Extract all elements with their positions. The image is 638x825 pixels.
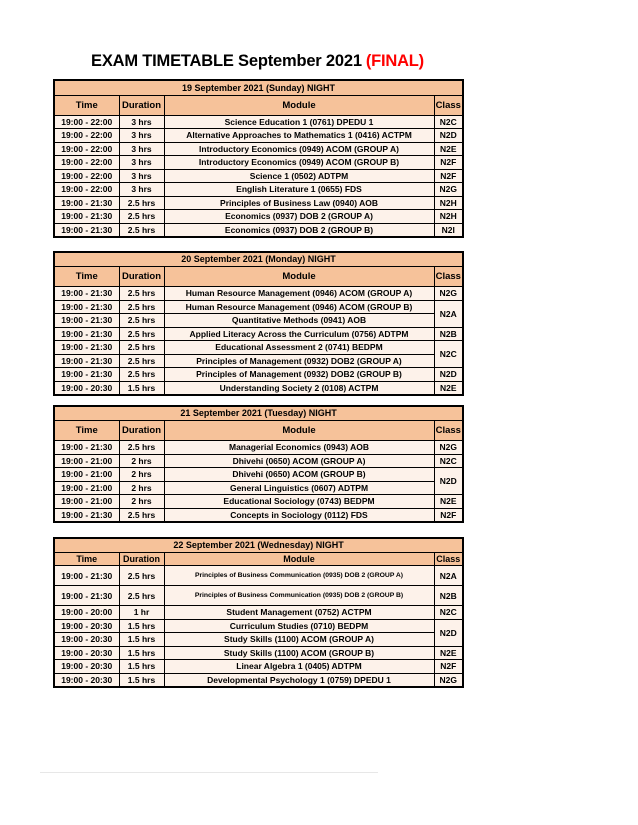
cell-module: Human Resource Management (0946) ACOM (GROUP B) xyxy=(164,300,434,314)
cell-duration: 2.5 hrs xyxy=(119,223,164,237)
column-header-module: Module xyxy=(164,421,434,441)
cell-module: Educational Assessment 2 (0741) BEDPM xyxy=(164,341,434,355)
cell-module: Quantitative Methods (0941) AOB xyxy=(164,314,434,328)
column-header-class: Class xyxy=(434,267,463,287)
cell-time: 19:00 - 21:30 xyxy=(54,368,119,382)
cell-class: N2C xyxy=(434,341,463,368)
cell-duration: 2.5 hrs xyxy=(119,300,164,314)
cell-module: Alternative Approaches to Mathematics 1 (0416) ACTPM xyxy=(164,129,434,143)
column-header-module: Module xyxy=(164,95,434,115)
cell-time: 19:00 - 21:30 xyxy=(54,566,119,586)
column-header-class: Class xyxy=(434,95,463,115)
cell-class: N2F xyxy=(434,169,463,183)
cell-class: N2C xyxy=(434,606,463,620)
tables-container xyxy=(53,79,462,688)
cell-duration: 3 hrs xyxy=(119,115,164,129)
cell-time: 19:00 - 21:00 xyxy=(54,481,119,495)
cell-time: 19:00 - 21:30 xyxy=(54,354,119,368)
table-row xyxy=(54,454,463,468)
column-header-class: Class xyxy=(434,553,463,566)
cell-module: Applied Literacy Across the Curriculum (0756) ADTPM xyxy=(164,327,434,341)
table-row xyxy=(54,183,463,197)
table-row xyxy=(54,196,463,210)
cell-time: 19:00 - 21:30 xyxy=(54,300,119,314)
cell-time: 19:00 - 21:30 xyxy=(54,441,119,455)
table-row xyxy=(54,115,463,129)
cell-module: Principles of Business Communication (0935) DOB 2 (GROUP B) xyxy=(164,586,434,606)
cell-class: N2G xyxy=(434,673,463,687)
cell-duration: 2.5 hrs xyxy=(119,327,164,341)
cell-duration: 2.5 hrs xyxy=(119,441,164,455)
cell-module: Curriculum Studies (0710) BEDPM xyxy=(164,619,434,633)
table-row xyxy=(54,673,463,687)
column-header-time: Time xyxy=(54,421,119,441)
day-header: 22 September 2021 (Wednesday) NIGHT xyxy=(54,538,463,553)
cell-class: N2F xyxy=(434,660,463,674)
column-header-duration: Duration xyxy=(119,95,164,115)
table-row xyxy=(54,287,463,301)
column-header-module: Module xyxy=(164,267,434,287)
cell-class: N2A xyxy=(434,566,463,586)
table-row xyxy=(54,142,463,156)
table-row xyxy=(54,646,463,660)
cell-time: 19:00 - 22:00 xyxy=(54,142,119,156)
cell-time: 19:00 - 21:30 xyxy=(54,223,119,237)
cell-duration: 3 hrs xyxy=(119,142,164,156)
cell-time: 19:00 - 21:30 xyxy=(54,341,119,355)
table-row xyxy=(54,441,463,455)
document-content xyxy=(53,0,462,688)
cell-time: 19:00 - 20:30 xyxy=(54,646,119,660)
cell-class: N2C xyxy=(434,454,463,468)
cell-duration: 2.5 hrs xyxy=(119,341,164,355)
cell-time: 19:00 - 20:30 xyxy=(54,619,119,633)
cell-duration: 2.5 hrs xyxy=(119,210,164,224)
cell-module: Science Education 1 (0761) DPEDU 1 xyxy=(164,115,434,129)
cell-duration: 1 hr xyxy=(119,606,164,620)
table-row xyxy=(54,341,463,355)
cell-module: Introductory Economics (0949) ACOM (GROUP B) xyxy=(164,156,434,170)
cell-duration: 2 hrs xyxy=(119,481,164,495)
cell-time: 19:00 - 20:30 xyxy=(54,381,119,395)
cell-duration: 2.5 hrs xyxy=(119,287,164,301)
table-row xyxy=(54,300,463,314)
cell-time: 19:00 - 21:30 xyxy=(54,287,119,301)
column-header-duration: Duration xyxy=(119,421,164,441)
cell-class: N2G xyxy=(434,183,463,197)
column-header-row xyxy=(54,95,463,115)
table-row xyxy=(54,327,463,341)
column-header-row xyxy=(54,267,463,287)
cell-class: N2I xyxy=(434,223,463,237)
table-row xyxy=(54,223,463,237)
cell-time: 19:00 - 22:00 xyxy=(54,169,119,183)
cell-module: Student Management (0752) ACTPM xyxy=(164,606,434,620)
cell-module: Concepts in Sociology (0112) FDS xyxy=(164,508,434,522)
cell-duration: 2 hrs xyxy=(119,495,164,509)
cell-time: 19:00 - 21:30 xyxy=(54,508,119,522)
cell-module: Study Skills (1100) ACOM (GROUP A) xyxy=(164,633,434,647)
cell-time: 19:00 - 21:00 xyxy=(54,468,119,482)
day-header-row xyxy=(54,252,463,267)
cell-class: N2D xyxy=(434,619,463,646)
cell-duration: 2.5 hrs xyxy=(119,508,164,522)
cell-time: 19:00 - 20:30 xyxy=(54,673,119,687)
cell-class: N2F xyxy=(434,508,463,522)
cell-class: N2E xyxy=(434,646,463,660)
cell-class: N2C xyxy=(434,115,463,129)
cell-module: Economics (0937) DOB 2 (GROUP B) xyxy=(164,223,434,237)
cell-duration: 3 hrs xyxy=(119,156,164,170)
cell-time: 19:00 - 21:30 xyxy=(54,586,119,606)
table-row xyxy=(54,508,463,522)
cell-duration: 3 hrs xyxy=(119,183,164,197)
table-row xyxy=(54,129,463,143)
table-row xyxy=(54,566,463,586)
table-row xyxy=(54,354,463,368)
cell-module: Economics (0937) DOB 2 (GROUP A) xyxy=(164,210,434,224)
table-row xyxy=(54,468,463,482)
table-row xyxy=(54,481,463,495)
cell-class: N2E xyxy=(434,142,463,156)
page-break-line xyxy=(40,772,378,773)
day-header-row xyxy=(54,80,463,95)
cell-module: General Linguistics (0607) ADTPM xyxy=(164,481,434,495)
table-row xyxy=(54,619,463,633)
cell-class: N2B xyxy=(434,327,463,341)
cell-module: Human Resource Management (0946) ACOM (GROUP A) xyxy=(164,287,434,301)
table-row xyxy=(54,368,463,382)
cell-duration: 3 hrs xyxy=(119,129,164,143)
column-header-time: Time xyxy=(54,553,119,566)
cell-time: 19:00 - 21:30 xyxy=(54,196,119,210)
cell-time: 19:00 - 21:30 xyxy=(54,210,119,224)
cell-duration: 2.5 hrs xyxy=(119,314,164,328)
cell-module: Principles of Business Communication (0935) DOB 2 (GROUP A) xyxy=(164,566,434,586)
cell-time: 19:00 - 20:30 xyxy=(54,660,119,674)
table-row xyxy=(54,381,463,395)
cell-duration: 2.5 hrs xyxy=(119,368,164,382)
cell-module: Principles of Management (0932) DOB2 (GROUP B) xyxy=(164,368,434,382)
cell-time: 19:00 - 21:00 xyxy=(54,454,119,468)
cell-time: 19:00 - 21:30 xyxy=(54,314,119,328)
cell-class: N2F xyxy=(434,156,463,170)
cell-class: N2D xyxy=(434,368,463,382)
cell-time: 19:00 - 22:00 xyxy=(54,129,119,143)
cell-time: 19:00 - 20:30 xyxy=(54,633,119,647)
cell-class: N2E xyxy=(434,381,463,395)
day-header: 21 September 2021 (Tuesday) NIGHT xyxy=(54,406,463,421)
exam-day-table xyxy=(53,405,464,523)
cell-module: Dhivehi (0650) ACOM (GROUP B) xyxy=(164,468,434,482)
cell-module: Understanding Society 2 (0108) ACTPM xyxy=(164,381,434,395)
day-header: 20 September 2021 (Monday) NIGHT xyxy=(54,252,463,267)
cell-module: Linear Algebra 1 (0405) ADTPM xyxy=(164,660,434,674)
day-header: 19 September 2021 (Sunday) NIGHT xyxy=(54,80,463,95)
table-row xyxy=(54,210,463,224)
table-row xyxy=(54,606,463,620)
cell-time: 19:00 - 20:00 xyxy=(54,606,119,620)
cell-class: N2E xyxy=(434,495,463,509)
cell-duration: 2.5 hrs xyxy=(119,566,164,586)
cell-duration: 3 hrs xyxy=(119,169,164,183)
cell-module: Introductory Economics (0949) ACOM (GROUP A) xyxy=(164,142,434,156)
day-header-row xyxy=(54,406,463,421)
page-title-final-tag: (FINAL) xyxy=(365,52,424,70)
page-title-text: EXAM TIMETABLE September 2021 xyxy=(91,52,362,70)
exam-day-table xyxy=(53,251,464,396)
exam-day-table xyxy=(53,79,464,238)
cell-module: Managerial Economics (0943) AOB xyxy=(164,441,434,455)
cell-class: N2H xyxy=(434,210,463,224)
cell-module: Dhivehi (0650) ACOM (GROUP A) xyxy=(164,454,434,468)
page-title xyxy=(53,52,462,71)
cell-duration: 2.5 hrs xyxy=(119,354,164,368)
cell-time: 19:00 - 21:00 xyxy=(54,495,119,509)
cell-class: N2D xyxy=(434,468,463,495)
cell-time: 19:00 - 22:00 xyxy=(54,156,119,170)
cell-class: N2G xyxy=(434,441,463,455)
day-header-row xyxy=(54,538,463,553)
cell-time: 19:00 - 22:00 xyxy=(54,183,119,197)
cell-duration: 2 hrs xyxy=(119,454,164,468)
cell-class: N2A xyxy=(434,300,463,327)
cell-class: N2D xyxy=(434,129,463,143)
cell-duration: 2 hrs xyxy=(119,468,164,482)
table-row xyxy=(54,660,463,674)
cell-class: N2H xyxy=(434,196,463,210)
column-header-time: Time xyxy=(54,95,119,115)
cell-duration: 2.5 hrs xyxy=(119,586,164,606)
table-row xyxy=(54,633,463,647)
cell-time: 19:00 - 22:00 xyxy=(54,115,119,129)
cell-duration: 1.5 hrs xyxy=(119,381,164,395)
cell-module: English Literature 1 (0655) FDS xyxy=(164,183,434,197)
column-header-row xyxy=(54,553,463,566)
cell-module: Principles of Business Law (0940) AOB xyxy=(164,196,434,210)
cell-module: Developmental Psychology 1 (0759) DPEDU 1 xyxy=(164,673,434,687)
table-row xyxy=(54,156,463,170)
cell-duration: 2.5 hrs xyxy=(119,196,164,210)
cell-time: 19:00 - 21:30 xyxy=(54,327,119,341)
cell-duration: 1.5 hrs xyxy=(119,660,164,674)
cell-class: N2G xyxy=(434,287,463,301)
cell-duration: 1.5 hrs xyxy=(119,619,164,633)
column-header-module: Module xyxy=(164,553,434,566)
table-row xyxy=(54,586,463,606)
column-header-class: Class xyxy=(434,421,463,441)
cell-duration: 1.5 hrs xyxy=(119,673,164,687)
table-row xyxy=(54,314,463,328)
cell-duration: 1.5 hrs xyxy=(119,646,164,660)
cell-module: Principles of Management (0932) DOB2 (GROUP A) xyxy=(164,354,434,368)
table-row xyxy=(54,495,463,509)
cell-duration: 1.5 hrs xyxy=(119,633,164,647)
column-header-time: Time xyxy=(54,267,119,287)
cell-module: Study Skills (1100) ACOM (GROUP B) xyxy=(164,646,434,660)
table-row xyxy=(54,169,463,183)
column-header-row xyxy=(54,421,463,441)
cell-module: Educational Sociology (0743) BEDPM xyxy=(164,495,434,509)
cell-class: N2B xyxy=(434,586,463,606)
column-header-duration: Duration xyxy=(119,267,164,287)
cell-module: Science 1 (0502) ADTPM xyxy=(164,169,434,183)
exam-day-table xyxy=(53,537,464,688)
column-header-duration: Duration xyxy=(119,553,164,566)
